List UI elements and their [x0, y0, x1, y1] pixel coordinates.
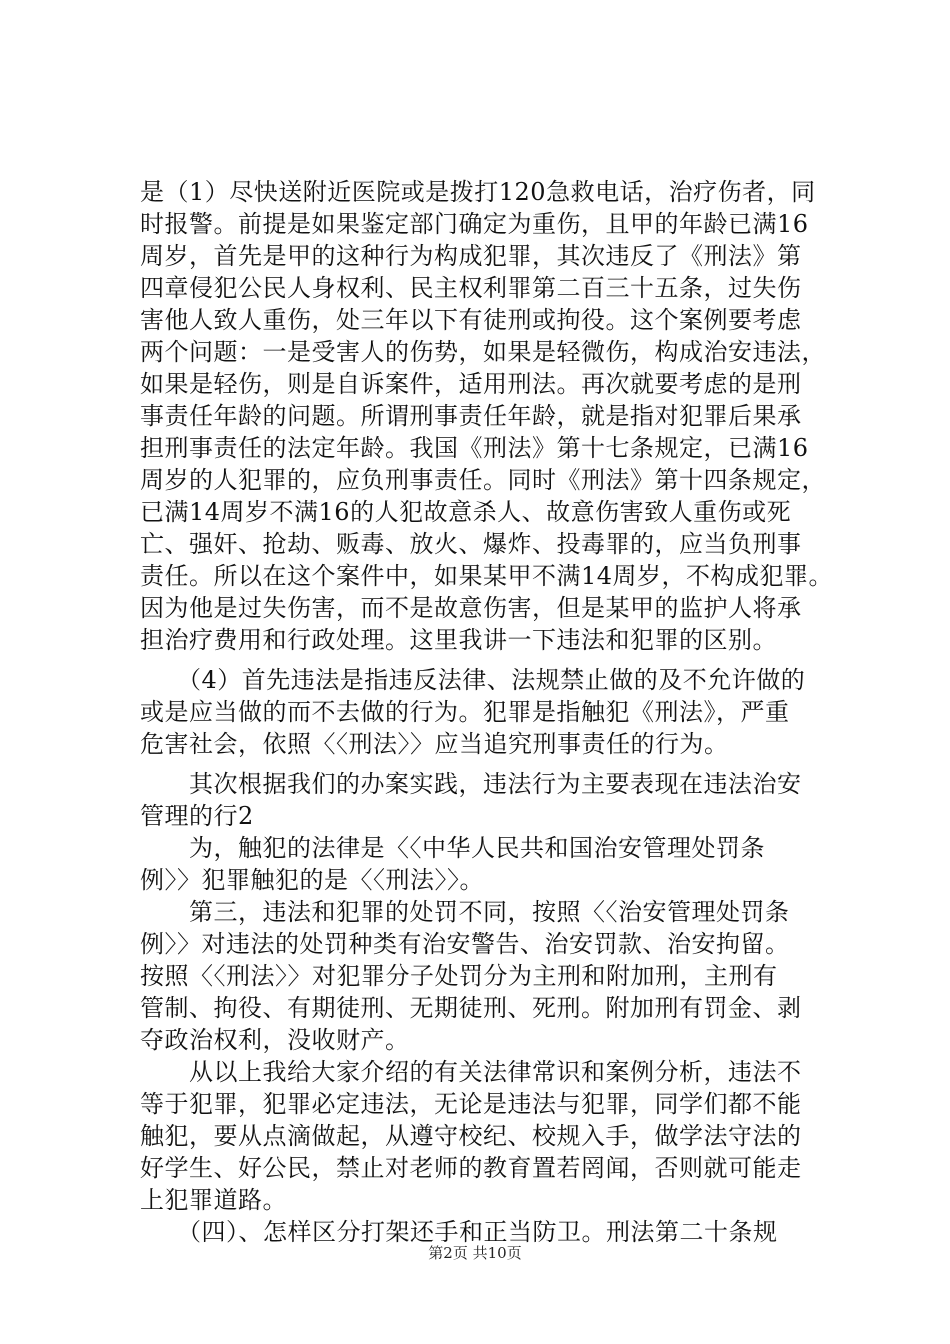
- text-line: 管制、拘役、有期徒刑、无期徒刑、死刑。附加刑有罚金、剥: [140, 994, 802, 1022]
- text-line: 事责任年龄的问题。所谓刑事责任年龄，就是指对犯罪后果承: [140, 402, 802, 430]
- text-line: 因为他是过失伤害，而不是故意伤害，但是某甲的监护人将承: [140, 594, 802, 622]
- text-line: 从以上我给大家介绍的有关法律常识和案例分析，违法不: [140, 1058, 802, 1086]
- text-line: （4）首先违法是指违反法律、法规禁止做的及不允许做的: [140, 666, 806, 694]
- text-line: 夺政治权利，没收财产。: [140, 1026, 410, 1054]
- text-line: 责任。所以在这个案件中，如果某甲不满14周岁，不构成犯罪。: [140, 562, 834, 590]
- text-line: 上犯罪道路。: [140, 1186, 287, 1214]
- text-line: 其次根据我们的办案实践，违法行为主要表现在违法治安: [140, 770, 802, 798]
- text-line: （四）、怎样区分打架还手和正当防卫。刑法第二十条规: [140, 1218, 778, 1246]
- text-line: 已满14周岁不满16的人犯故意杀人、故意伤害致人重伤或死: [140, 498, 792, 526]
- text-line: 按照〈〈刑法〉〉对犯罪分子处罚分为主刑和附加刑，主刑有: [140, 962, 778, 990]
- text-line: 第三，违法和犯罪的处罚不同，按照〈〈治安管理处罚条: [140, 898, 790, 926]
- text-line: 四章侵犯公民人身权利、民主权利罪第二百三十五条，过失伤: [140, 274, 802, 302]
- text-line: 或是应当做的而不去做的行为。犯罪是指触犯《刑法》，严重: [140, 698, 790, 726]
- text-line: 担治疗费用和行政处理。这里我讲一下违法和犯罪的区别。: [140, 626, 777, 654]
- text-line: 是（1）尽快送附近医院或是拨打120急救电话，治疗伤者，同: [140, 178, 816, 206]
- text-line: 亡、强奸、抢劫、贩毒、放火、爆炸、投毒罪的，应当负刑事: [140, 530, 802, 558]
- text-line: 时报警。前提是如果鉴定部门确定为重伤，且甲的年龄已满16: [140, 210, 809, 238]
- text-line: 周岁的人犯罪的，应负刑事责任。同时《刑法》第十四条规定，: [140, 466, 826, 494]
- text-line: 等于犯罪，犯罪必定违法，无论是违法与犯罪，同学们都不能: [140, 1090, 802, 1118]
- text-line: 管理的行2: [140, 802, 254, 830]
- text-line: 为，触犯的法律是〈〈中华人民共和国治安管理处罚条: [140, 834, 765, 862]
- document-body: [140, 176, 840, 1248]
- text-line: 触犯，要从点滴做起，从遵守校纪、校规入手，做学法守法的: [140, 1122, 802, 1150]
- text-line: 担刑事责任的法定年龄。我国《刑法》第十七条规定，已满16: [140, 434, 809, 462]
- text-line: 害他人致人重伤，处三年以下有徒刑或拘役。这个案例要考虑: [140, 306, 802, 334]
- text-line: 好学生、好公民，禁止对老师的教育置若罔闻，否则就可能走: [140, 1154, 802, 1182]
- text-line: 例〉〉犯罪触犯的是〈〈刑法〉〉。: [140, 866, 484, 894]
- text-line: 如果是轻伤，则是自诉案件，适用刑法。再次就要考虑的是刑: [140, 370, 802, 398]
- page-footer: 第2页 共10页: [428, 1244, 522, 1262]
- text-line: 两个问题：一是受害人的伤势，如果是轻微伤，构成治安违法，: [140, 338, 826, 366]
- text-line: 例〉〉对违法的处罚种类有治安警告、治安罚款、治安拘留。: [140, 930, 790, 958]
- text-line: 周岁，首先是甲的这种行为构成犯罪，其次违反了《刑法》第: [140, 242, 802, 270]
- text-line: 危害社会，依照〈〈刑法〉〉应当追究刑事责任的行为。: [140, 730, 729, 758]
